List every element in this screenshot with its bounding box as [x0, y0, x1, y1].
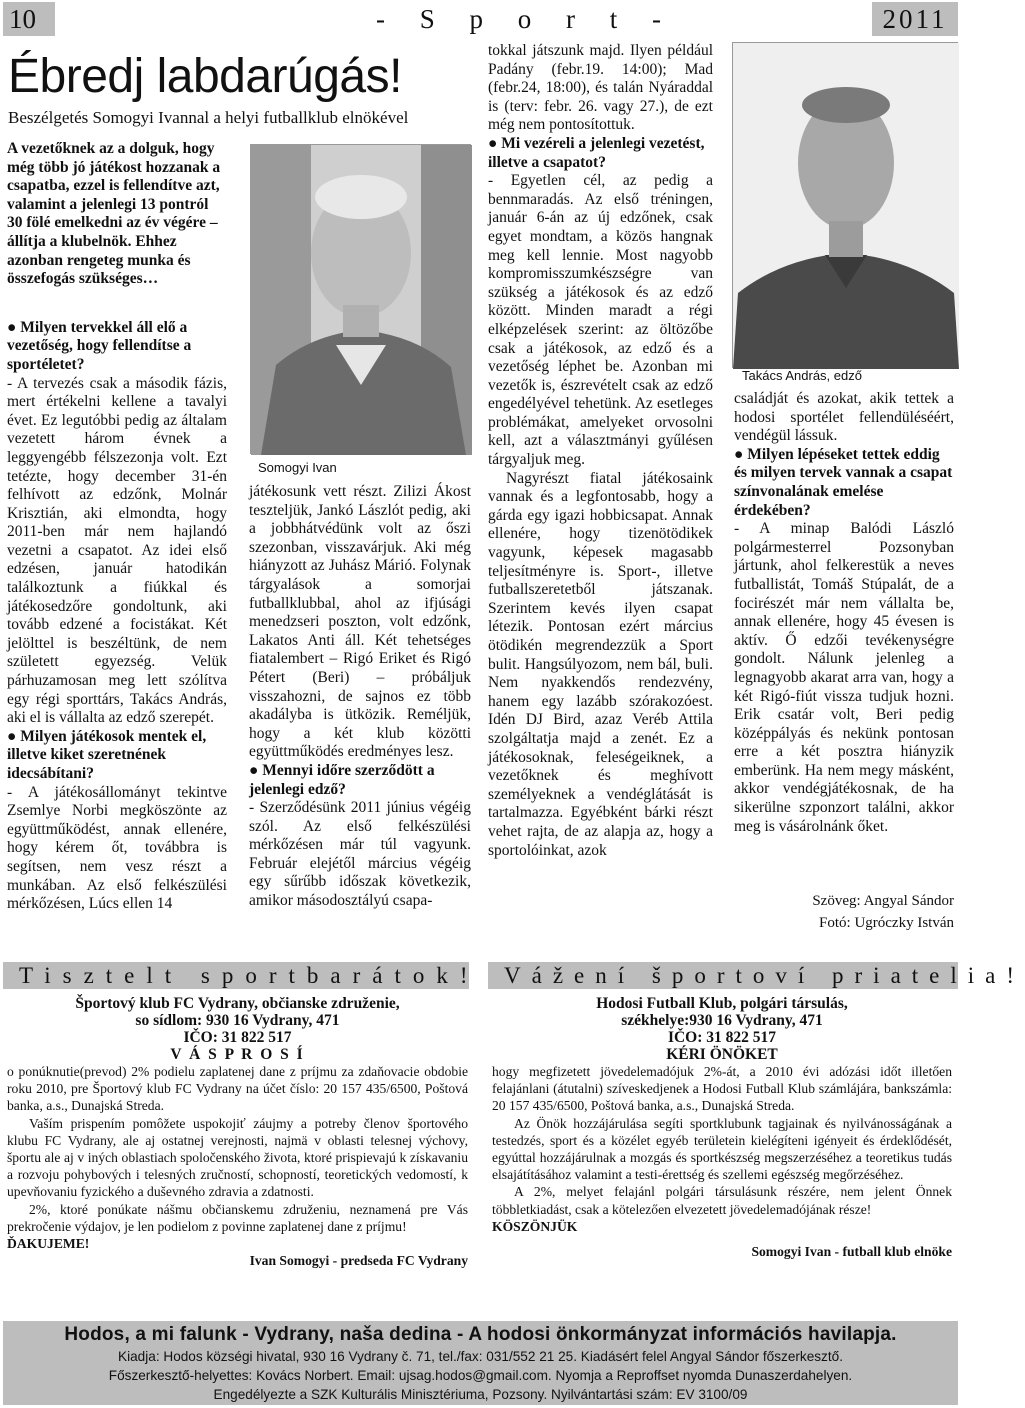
notice-heading: IČO: 31 822 517: [667, 1029, 777, 1046]
notice-thanks: ĎAKUJEME!: [7, 1236, 90, 1252]
masthead-footer: [3, 1321, 958, 1405]
portrait-photo-takacs: [732, 42, 958, 368]
interview-question: ● Milyen játékosok mentek el, illetve kiket szeretnének idecsábítani?: [7, 727, 207, 782]
interview-question: ● Milyen tervekkel áll elő a vezetőség, hogy fellendítse a sportéletet?: [7, 318, 192, 373]
notice-heading: Športový klub FC Vydrany, občianske združenie,: [75, 995, 400, 1012]
article-column-1: [7, 140, 227, 914]
article-paragraph: családját és azokat, akik tettek a hodosi sportélet fellendüléséért, vendégül lássuk.: [734, 390, 954, 445]
article-paragraph: játékosunk vett részt. Zilizi Ákost teszteljük, Jankó Lászlót pedig, aki a jobbhátvédünk volt az őszi szezonban, visszavárjuk. Aki még hiányzott az Juhász Márió. Folynak tárgyalások a somorjai futballklubbal, ahol az ifjúsági menedzseri poszton, volt edzőnk, Lakatos Anti áll. Két tehetséges fiatalembert – Rigó Eriket és Rigó Pétert (Beri) – próbáljuk visszahozni, de sajnos ez több akadályba is ütközik. Reméljük, hogy a két klub közötti együttműködés eredményes lesz.: [249, 483, 471, 761]
portrait-silhouette-1: [251, 145, 472, 455]
article-paragraph: tokkal játszunk majd. Ilyen például Padány (febr.19. 14:00); Mad (febr.24, 18:00), és talán Nyáraddal is (terv: febr. 26. vagy 27.), de ezt még nem pontosítottuk.: [488, 42, 713, 134]
notice-heading: so sídlom: 930 16 Vydrany, 471: [135, 1012, 340, 1029]
article-credits: [734, 890, 954, 934]
notice-heading: V Á S P R O S Í: [170, 1046, 305, 1063]
notice-paragraph: Vaším prispením pomôžete uspokojiť záujmy a potreby členov športového klubu FC Vydrany, ale aj ostatnej verejnosti, najmä v oblasti telesnej výchovy, športu ale aj v iných oblastiach spoločenského života, ktoré prispievajú k získavaniu a rozvoju pohybových i telesných zručností, schopností, teoretických vedomostí, k upevňovaniu fyzického a duševného zdravia a zdatnosti.: [7, 1115, 468, 1200]
notice-paragraph: hogy megfizetett jövedelemadójuk 2%-át, a 2010 évi adózási időt illetően felajánlani (átutalni) szíveskedjenek a Hodosi Futball Klub számlájára, bankszámla: 20 157 435/6500, Poštová banka, a.s., Dunajská Streda.: [492, 1064, 952, 1114]
notice-heading: székhelye:930 16 Vydrany, 471: [621, 1012, 823, 1029]
footer-title: Hodos, a mi falunk - Vydrany, naša dedina - A hodosi önkormányzat információs havilapja.: [64, 1324, 897, 1345]
credit-text: Szöveg: Angyal Sándor: [812, 893, 954, 909]
notice-paragraph: A 2%, melyet felajánl polgári társulásunk részére, nem jelent Önnek többletkiadást, csak a kötelezően elvezetett jövedelemadójának része!: [492, 1184, 952, 1217]
interview-answer: - A játékosállományt tekintve Zsemlye Norbi megköszönte az együttműködést, annak ellenére, hogy kérem őt, továbbra is segítsen, nem vesz részt a munkában. Az első felkészülési mérkőzésen, Lúcs ellen 14: [7, 783, 227, 913]
notice-paragraph: 2%, ktoré ponúkate nášmu občianskemu združeniu, neznamená pre Vás prekročenie výdajov, je len podielom z povinne zaplatenej dane z príjmu!: [7, 1201, 468, 1234]
notice-paragraph: Az Önök hozzájárulása segíti sportklubunk tagjainak és nyilvánosságának a testedzés, sport és a közélet egyéb területein kielégíteni igényeit és érdeklődését, egyúttal hozzájárulnak a mozgás és sportkészség megszerzéséhez a teoretikus tudás elsajátításához valamint a testi-érettség és szellemi egészség megőrzéséhez.: [492, 1115, 952, 1183]
notice-slovak: [7, 995, 468, 1269]
footer-editors: Főszerkesztő-helyettes: Kovács Norbert. Email: ujsag.hodos@gmail.com. Nyomja a Reproffset nyomda Dunaszerdahelyen.: [108, 1368, 853, 1383]
credit-photo: Fotó: Ugróczky István: [819, 915, 954, 931]
article-title: Ébredj labdarúgás!: [8, 50, 402, 103]
interview-answer: - A minap Balódi László polgármesterrel Pozsonyban jártunk, ahol felkerestük a neves futballistát, Tomáš Stúpalát, de a focirészét már nem vállalta be, annak ellenére, hogy 45 évesen is aktív. Ő edzői tevékenységre gondolt. Nálunk jelenleg a legnagyobb akarat arra van, hogy a két Rigó-fiút vissza tudjuk hozni. Erik csatár volt, Beri pedig középpályás és nekünk pontosan erre a két posztra hiányzik emberünk. Ha nem megy másként, akkor vendégjátékosnak, de ha sikerülne szponzort találni, akkor meg is vásárolnánk őket.: [734, 520, 954, 835]
notice-thanks: KÖSZÖNJÜK: [492, 1218, 578, 1234]
interview-question: ● Mennyi időre szerződött a jelenlegi edző?: [249, 761, 435, 798]
footer-publisher: Kiadja: Hodos községi hivatal, 930 16 Vydrany č. 71, tel./fax: 031/552 21 25. Kiadásért felel Angyal Sándor főszerkesztő.: [118, 1349, 843, 1364]
article-paragraph: Nagyrészt fiatal játékosaink vannak és a legfontosabb, hogy a gárda egy igazi hobbicsapat. Annak ellenére, hogy tizenötödikek vagyunk, képesek magasabb teljesítményre is. Sport-, illetve futballszeretetből játszanak. Szerintem kevés ilyen csapat létezik. Pontosan ezért március ötödikén megrendezzük a Sport bulit. Hangsúlyozom, nem bál, buli. Nem nyakkendős rendezvény, hanem egy lazább szórakozóest. Idén DJ Bird, azaz Veréb Attila szolgáltatja majd a zenét. Ez a játékosoknak, feleségeiknek, a vezetőknek és meghívott személyeknek a vendéglátását is tartalmazza. Egyébként bárki részt vehet rajta, de az alapja az, hogy a sportolóinkat, azok: [488, 469, 713, 859]
portrait-silhouette-2: [733, 43, 959, 369]
footer-registration: Engedélyezte a SZK Kulturális Minisztériuma, Pozsony. Nyilvántartási szám: EV 3100/09: [213, 1387, 748, 1402]
notice-hungarian: [492, 995, 952, 1260]
notice-heading: KÉRI ÖNÖKET: [666, 1046, 778, 1063]
page-header: [0, 0, 960, 38]
interview-answer: - Szerződésünk 2011 június végéig szól. Az első felkészülési mérkőzésen már túl vagyunk. Február elejétől március végéig egy sűrűbb időszak következik, amikor másodosztályú csapa-: [249, 799, 471, 910]
notice-heading: IČO: 31 822 517: [183, 1029, 292, 1046]
notice-heading: Hodosi Futball Klub, polgári társulás,: [596, 995, 848, 1012]
section-title: - S p o r t -: [376, 4, 675, 34]
portrait-photo-somogyi: [250, 144, 471, 454]
article-subtitle: Beszélgetés Somogyi Ivannal a helyi futballklub elnökével: [8, 108, 409, 127]
interview-answer: - Egyetlen cél, az pedig a bennmaradás. Az első tréningen, január 6-án az új edzőnek, csak egyet mondtam, a közös hangnak meg kell lennie. Most nagyobb kompromisszumkészségre van szükség a játékosok és az edző között. Minden maradt a régi elképzelések szerint: az öltözőbe csak a játékosok, az edző és a vezetőség léphet be. Azonban mi vezetők is, észrevételt csak az edző engedélyével tehetünk. Az esetleges problémákat, amelyeket orvosolni kell, azt a választmányi gyűlésen tárgyaljuk meg.: [488, 172, 713, 469]
article-column-3: [488, 42, 713, 860]
interview-answer: - A tervezés csak a második fázis, mert értékelni kellene a tavalyi évet. Ez legutóbbi pedig az általam vezetett három évnek a leggyengébb félszezonja volt. Ezt tetézte, hogy december 31-én felhívott az edzőnk, Molnár Krisztián, aki elmondta, hogy 2011-ben már nem hajlandó vezetni a csapatot. Az idei első edzésen, január hatodikán találkoztunk a fiúkkal és játékosedzőre gondoltunk, aki tovább edzené a focistákat. Két jelölttel is beszéltünk, de nem született egyezség. Velük párhuzamosan meg lett szólítva egy régi sporttárs, Takács András, aki el is vállalta az edző szerepét.: [7, 374, 227, 727]
notice-band-left: Tisztelt sportbarátok!: [3, 962, 469, 989]
notice-band-right: Vážení športoví priatelia!: [488, 962, 958, 989]
article-column-2: [249, 483, 471, 911]
notice-signature: Ivan Somogyi - predseda FC Vydrany: [249, 1253, 468, 1269]
page-number: 10: [3, 2, 55, 36]
issue-year: 2011: [872, 2, 958, 36]
article-column-4: [734, 390, 954, 836]
notice-paragraph: o ponúknutie(prevod) 2% podielu zaplatenej dane z príjmu za zdaňovacie obdobie roku 2010, pre Športový klub FC Vydrany na účet číslo: 20 157 435/6500, Poštová banka, a.s., Dunajská Streda.: [7, 1064, 468, 1114]
interview-question: ● Mi vezéreli a jelenlegi vezetést, illetve a csapatot?: [488, 134, 705, 171]
photo-caption: Takács András, edző: [742, 368, 862, 383]
photo-caption: Somogyi Ivan: [258, 460, 337, 475]
notice-signature: Somogyi Ivan - futball klub elnöke: [751, 1244, 952, 1260]
interview-question: ● Milyen lépéseket tettek eddig és milyen tervek vannak a csapat színvonalának emelése érdekében?: [734, 445, 953, 519]
article-lead: A vezetőknek az a dolguk, hogy még több jó játékost hozzanak a csapatba, ezzel is fellendítve azt, valamint a jelenlegi 13 pontról 30 fölé emelkedni az év végére – állítja a klubelnök. Ehhez azonban rengeteg munka és összefogás szükséges…: [7, 140, 221, 288]
